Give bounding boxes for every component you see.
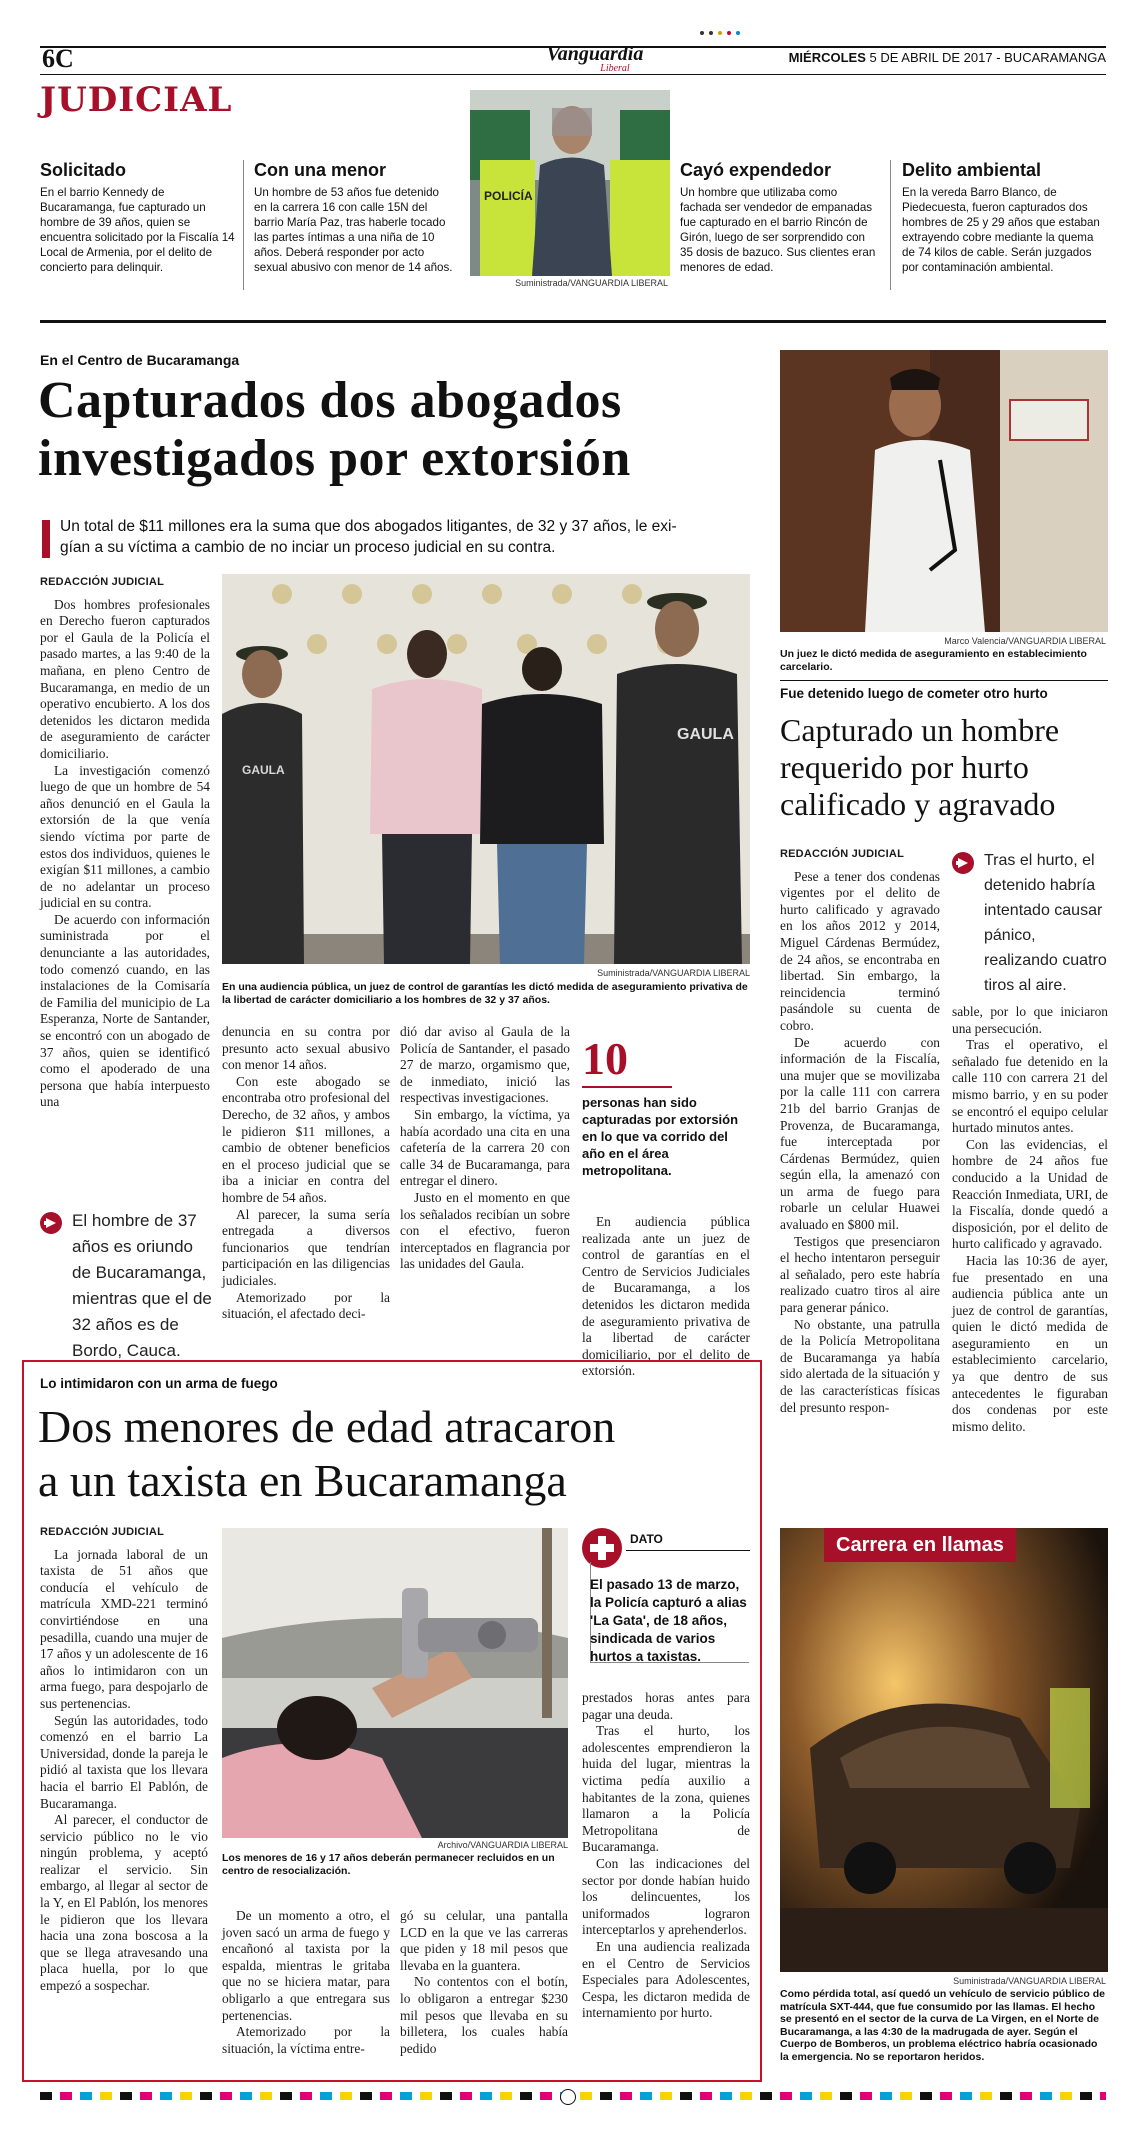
fact-number: 10	[582, 1033, 628, 1084]
story1-col2-p3: Al parecer, la suma sería entregada a diversos funcionarios que tendrían participación en las diligencias judiciales.	[222, 1206, 390, 1288]
story2-col2-p3: Hacia las 10:36 de ayer, fue presentado en una audiencia pública ante un juez de control de garantías, quien le dictó medida de aseguramiento en un establecimiento carcelario, ya que dentro de sus antecedentes le figuraban dos condenas por este mismo delito.	[952, 1252, 1108, 1434]
story1-photo-credit: Suministrada/VANGUARDIA LIBERAL	[597, 968, 750, 978]
masthead-logo	[540, 44, 650, 74]
story2-headline-line1: Capturado un hombre	[780, 712, 1060, 748]
story1-col4-p1: En audiencia pública realizada ante un juez de control de garantías en el Centro de Servicios Judiciales de Bucaramanga, a los detenidos les dictaron medida de aseguramiento privativa de la libertad de carácter domiciliario, por el delito de extorsión.	[582, 1214, 750, 1379]
burned-car-photo	[780, 1528, 1108, 1972]
story1-fact-box	[582, 1033, 750, 1179]
story1-pull-quote	[40, 1208, 212, 1364]
story1-col2-p1: denuncia en su contra por presunto acto sexual abusivo con menor 14 años.	[222, 1024, 390, 1073]
story1-lead-line1: Un total de $11 millones era la suma que dos abogados litigantes, de 32 y 37 años, le exi-	[60, 518, 677, 535]
story2-column-2	[952, 1004, 1108, 1435]
story2-photo	[780, 350, 1108, 632]
logo-sub: Liberal	[600, 63, 630, 74]
story3-col2-p1: De un momento a otro, el joven sacó un arma de fuego y encañonó al taxista por la espalda, mientras le gritaba que no se hiciera matar, para obligarlo a que entregara sus pertenencias.	[222, 1908, 390, 2023]
date-rest: 5 DE ABRIL DE 2017 - BUCARAMANGA	[869, 50, 1106, 65]
story1-kicker: En el Centro de Bucaramanga	[40, 352, 240, 368]
story3-headline-line2: a un taxista en Bucaramanga	[38, 1455, 567, 1506]
story2-col1-p2: De acuerdo con información de la Fiscalía, una mujer que se movilizaba por la calle 111 con carrera 21b del barrio Granjas de Provenza, de Bucaramanga, fue interceptada por Cárdenas Bermúdez, quien según ella, la amenazó con un arma de fuego para robarle un celular Huawei avaluado en $800 mil.	[780, 1034, 940, 1233]
story2-headline-line3: calificado y agravado	[780, 786, 1056, 822]
vest-label: GAULA	[242, 763, 285, 777]
story3-byline: REDACCIÓN JUDICIAL	[40, 1526, 164, 1538]
brief-con-una-menor	[254, 160, 454, 275]
brief-divider	[890, 160, 891, 290]
story1-col1-p1: Dos hombres profesionales en Derecho fueron capturados por el Gaula de la Policía el pasado martes, a las 9:40 de la mañana, en pleno Centro de Bucaramanga, en medio de un operativo encubierto. A los dos detenidos les dictaron medida de aseguramiento de carácter domiciliario.	[40, 596, 210, 761]
fact-rule	[582, 1086, 672, 1088]
story2-col1-p4: No obstante, una patrulla de la Policía Metropolitana de Bucaramanga ya había sido alertada de la situación y de las características físicas del presunto respon-	[780, 1316, 940, 1415]
story3-headline	[38, 1400, 758, 1508]
registration-mark-icon	[560, 2089, 576, 2105]
logo-main: Vanguardia	[546, 43, 644, 65]
story3-col4-p3: En una audiencia realizada en el Centro de Servicios Especiales para Adolescentes, Cespa, les dictaron medida de internamiento por hurto.	[582, 1938, 750, 2021]
fire-title: Carrera en llamas	[824, 1528, 1016, 1562]
story1-lead-marker	[42, 520, 50, 558]
brief-solicitado	[40, 160, 236, 275]
story3-column-2	[222, 1908, 390, 2057]
fact-text: personas han sido capturadas por extorsión en lo que va corrido del año en el área metropolitana.	[582, 1095, 739, 1178]
header-bottom-rule	[40, 74, 1106, 75]
story1-column-4	[582, 1214, 750, 1380]
taxi-robbery-photo	[222, 1528, 568, 1838]
brief-text: Un hombre que utilizaba como fachada ser vendedor de empanadas fue capturado en el barrio Rincón de Girón, luego de ser sorprendido con 35 dosis de bazuco. Sus clientes eran menores de edad.	[680, 186, 876, 274]
story3-photo-caption: Los menores de 16 y 17 años deberán permanecer recluidos en un centro de resocialización.	[222, 1852, 555, 1877]
color-registration-dots	[700, 22, 760, 28]
brief-title: Solicitado	[40, 160, 127, 180]
brief-title: Delito ambiental	[902, 160, 1042, 180]
police-photo-illustration	[470, 90, 670, 276]
story1-byline: REDACCIÓN JUDICIAL	[40, 576, 164, 588]
story2-column-1	[780, 846, 940, 1416]
story2-kicker: Fue detenido luego de cometer otro hurto	[780, 686, 1048, 701]
brief-delito-ambiental	[902, 160, 1102, 275]
story1-col3-p2: Sin embargo, la víctima, ya había acordado una cita en una cafetería de la carrera 20 con calle 34 de Bucaramanga, para entregar el dinero.	[400, 1106, 570, 1189]
story1-col2-p2: Con este abogado se encontraba otro profesional del Derecho, de 32 años, y ambos le pidieron $11 millones, a cambio de obtener beneficios en el proceso judicial que se iba a iniciar en contra del hombre de 54 años.	[222, 1073, 390, 1205]
story3-col2-p2: Atemorizado por la situación, la víctima entre-	[222, 2024, 390, 2056]
story3-column-1	[40, 1524, 208, 1995]
story3-photo-credit: Archivo/VANGUARDIA LIBERAL	[437, 1840, 568, 1850]
story1-lead	[60, 516, 760, 558]
briefs-bottom-rule	[40, 320, 1106, 323]
story2-byline: REDACCIÓN JUDICIAL	[780, 848, 904, 860]
brief-title: Cayó expendedor	[680, 160, 832, 180]
dato-text: El pasado 13 de marzo, la Policía capturó a alias 'La Gata', de 18 años, sindicada de varios hurtos a taxistas.	[590, 1577, 747, 1664]
story1-lead-line2: gían a su víctima a cambio de no inciar un proceso judicial en su contra.	[60, 539, 556, 556]
fire-caption: Como pérdida total, así quedó un vehículo de servicio público de matrícula SXT-444, que fue consumido por las llamas. El hecho se presentó en el sector de la curva de La Virgen, en el Norte de Bucaramanga, a las 4:30 de la madrugada de ayer. Según el Cuerpo de Bomberos, un problema eléctrico habría ocasionado la emergencia. No se reportaron heridos.	[780, 1988, 1105, 2063]
story3-col4-first: prestados horas antes para pagar una deuda.	[582, 1690, 750, 1722]
brief-divider	[243, 160, 244, 290]
fire-photo	[780, 1528, 1108, 1972]
story2-top-rule	[780, 680, 1108, 681]
story1-headline-line1: Capturados dos abogados	[38, 372, 622, 429]
dato-rule	[626, 1550, 750, 1551]
arrow-icon	[952, 852, 974, 874]
lawyers-capture-photo	[222, 574, 750, 964]
story3-column-3	[400, 1908, 568, 2057]
story3-col3-first: gó su celular, una pantalla LCD en la que ve las carreras que piden y 18 mil pesos que llevaba en la guantera.	[400, 1908, 568, 1973]
story2-pull-quote	[952, 848, 1108, 998]
brief-photo-police	[470, 90, 670, 276]
svg-text:GAULA: GAULA	[677, 726, 734, 743]
story1-col3-p3: Justo en el momento en que los señalados recibían un sobre con el efectivo, fueron interceptados en flagrancia por las unidades del Gaula.	[400, 1189, 570, 1272]
dato-label: DATO	[630, 1532, 663, 1546]
brief-title: Con una menor	[254, 160, 387, 180]
story1-column-2	[222, 1024, 390, 1323]
story3-col1-p2: Según las autoridades, todo comenzó en el barrio La Universidad, donde la pareja le pidió al taxista que los llevara hacia el barrio El Pablón, de Bucaramanga.	[40, 1712, 208, 1811]
story2-headline-line2: requerido por hurto	[780, 749, 1029, 785]
brief-photo-credit: Suministrada/VANGUARDIA LIBERAL	[515, 278, 668, 288]
section-title: JUDICIAL	[40, 80, 233, 120]
story1-headline	[38, 372, 778, 488]
story3-col1-p3: Al parecer, el conductor de servicio público no le vio ningún problema, y aceptó realizar el servicio. Sin embargo, al llegar al sector de la Y, en El Pablón, los menores le pidieron que los llevara hacia una zona boscosa a la que se llega atravesando una placa huella, por lo que empezó a sospechar.	[40, 1812, 208, 1994]
story3-col3-p1: No contentos con el botín, lo obligaron a entregar $230 mil pesos que llevaba en su billetera, los cuales había pedido	[400, 1974, 568, 2056]
story1-photo	[222, 574, 750, 964]
story3-col4-p2: Con las indicaciones del sector por donde habían huido los delincuentes, los uniformados lograron interceptarlos y aprehenderlos.	[582, 1855, 750, 1938]
story1-col2-p4: Atemorizado por la situación, el afectado deci-	[222, 1289, 390, 1322]
brief-cayo-expendedor	[680, 160, 880, 275]
story1-col3-p1: dió dar aviso al Gaula de la Policía de Santander, el pasado 27 de marzo, orgamismo que, de inmediato, inició las respectivas investigaciones.	[400, 1024, 570, 1106]
header-date	[760, 50, 1106, 65]
story2-col1-p1: Pese a tener dos condenas vigentes por el delito de hurto calificado y agravado en los años 2012 y 2014, Miguel Cárdenas Bermúdez, de 24 años, se encontraba en libertad. Sin embargo, la reincidencia terminó pasándole su cuenta de cobro.	[780, 868, 940, 1033]
story1-pull-quote-text: El hombre de 37 años es oriundo de Bucaramanga, mientras que el de 32 años es de Bordo, Cauca.	[72, 1211, 212, 1360]
brief-text: En la vereda Barro Blanco, de Piedecuesta, fueron capturados dos hombres de 25 y 29 años que estaban extrayendo cobre mediante la quema de 74 kilos de cable. Serán juzgados por contaminación ambiental.	[902, 186, 1100, 274]
story2-col2-first: sable, por lo que iniciaron una persecución.	[952, 1004, 1108, 1036]
story2-pull-quote-text: Tras el hurto, el detenido habría intentado causar pánico, realizando cuatro tiros al aire.	[984, 852, 1107, 994]
story1-column-1	[40, 574, 210, 1111]
story3-photo	[222, 1528, 568, 1838]
story3-col1-p1: La jornada laboral de un taxista de 51 años que conducía el vehículo de matrícula XMD-221 terminó convirtiéndose en una pesadilla, cuando una mujer de 17 años y un adolescente de 16 años lo intimidaron con un arma fuego, para despojarlo de sus pertenencias.	[40, 1546, 208, 1711]
story3-kicker: Lo intimidaron con un arma de fuego	[40, 1376, 278, 1391]
story2-photo-caption: Un juez le dictó medida de aseguramiento en establecimiento carcelario.	[780, 648, 1087, 673]
story3-headline-line1: Dos menores de edad atracaron	[38, 1401, 616, 1452]
arrow-icon	[40, 1212, 62, 1234]
story2-col2-p1: Tras el operativo, el señalado fue detenido en la calle 110 con carrera 21 del mismo barrio, y en su poder se encontró el equipo celular hurtado minutos antes.	[952, 1037, 1108, 1136]
story2-col1-p3: Testigos que presenciaron el hecho intentaron perseguir al señalado, pero este habría realizado cuatro tiros al aire para generar pánico.	[780, 1233, 940, 1316]
page-number: 6C	[42, 44, 74, 73]
date-weekday: MIÉRCOLES	[788, 50, 866, 65]
story1-headline-line2: investigados por extorsión	[38, 430, 631, 487]
detained-man-photo	[780, 350, 1108, 632]
story1-photo-caption: En una audiencia pública, un juez de control de garantías les dictó medida de aseguramiento privativa de la libertad de carácter domiciliario a los hombres de 32 y 37 años.	[222, 981, 748, 1006]
story3-column-4	[582, 1690, 750, 2022]
story3-dato-box	[582, 1528, 750, 1670]
story1-col1-p2: La investigación comenzó luego de que un hombre de 54 años denunció en el Gaula la extorsión de la que venía siendo víctima por parte de estos dos individuos, quienes le exigían $11 millones, a cambio de no adelantar un proceso judicial en su contra.	[40, 762, 210, 911]
story2-photo-credit: Marco Valencia/VANGUARDIA LIBERAL	[944, 636, 1106, 646]
story2-headline	[780, 712, 1110, 823]
story1-column-3	[400, 1024, 570, 1273]
brief-text: En el barrio Kennedy de Bucaramanga, fue capturado un hombre de 39 años, quien se encuentra solicitado por la Fiscalía 14 Local de Armenia, por el delito de concierto para delinquir.	[40, 186, 235, 274]
fire-photo-credit: Suministrada/VANGUARDIA LIBERAL	[953, 1976, 1106, 1986]
story1-col1-p3: De acuerdo con información suministrada por el denunciante a las autoridades, todo comenzó cuando, en las instalaciones de la Comisaría de Familia del municipio de La Esperanza, Norte de Santander, se encontró con un abogado de 37 años, quien se identificó como el apoderado de una persona que había interpuesto una	[40, 911, 210, 1110]
brief-text: Un hombre de 53 años fue detenido en la carrera 16 con calle 15N del barrio María Paz, tras haberle tocado las partes íntimas a una niña de 10 años. Deberá responder por acto sexual abusivo con menor de 14 años.	[254, 186, 453, 274]
vest-text: POLICÍA	[484, 189, 533, 203]
story3-col4-p1: Tras el hurto, los adolescentes emprendieron la huida del lugar, mientras la victima pedía auxilio a habitantes de la zona, quienes llamaron a la Policía Metropolitana de Bucaramanga.	[582, 1723, 750, 1855]
story2-col2-p2: Con las evidencias, el hombre de 24 años fue conducido a la Unidad de Reacción Inmediata, URI, de la Fiscalía, donde quedó a disposición, por el delito de hurto calificado y agravado.	[952, 1136, 1108, 1252]
